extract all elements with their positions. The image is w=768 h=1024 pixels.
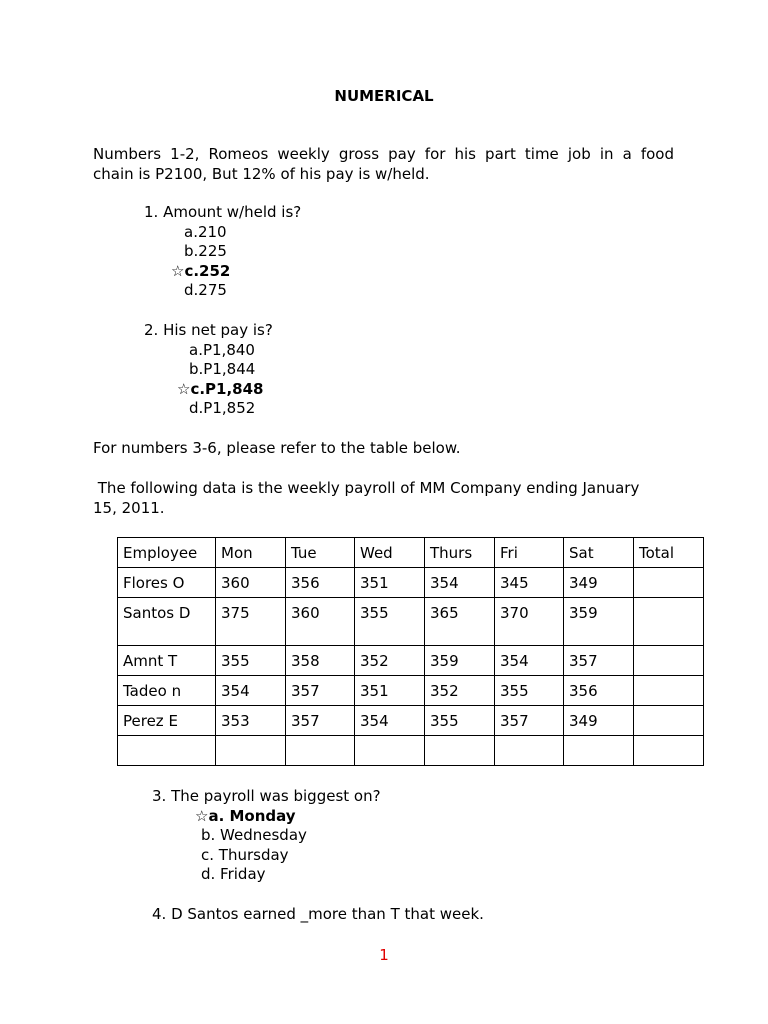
- table-cell: 357: [564, 646, 634, 676]
- question-3-option-d: d. Friday: [201, 865, 266, 884]
- question-2-option-c-label: c.P1,848: [190, 379, 264, 398]
- table-row: [118, 598, 704, 646]
- table-cell: [564, 736, 634, 766]
- page-number: 1: [379, 946, 389, 964]
- table-cell: [634, 736, 704, 766]
- question-1-option-a: a.210: [184, 222, 227, 241]
- question-1: [144, 203, 301, 301]
- table-cell: Santos D: [118, 598, 216, 646]
- table-cell: [355, 736, 425, 766]
- question-3-option-a-label: a. Monday: [208, 806, 296, 825]
- table-header-cell: Thurs: [425, 538, 495, 568]
- question-2-option-a: a.P1,840: [189, 340, 255, 359]
- table-cell: 355: [495, 676, 564, 706]
- table-cell: 345: [495, 568, 564, 598]
- question-2-text: 2. His net pay is?: [144, 321, 273, 339]
- table-header-cell: Employee: [118, 538, 216, 568]
- table-cell: 357: [495, 706, 564, 736]
- table-cell: 358: [286, 646, 355, 676]
- table-cell: 355: [425, 706, 495, 736]
- table-header-cell: Wed: [355, 538, 425, 568]
- table-row: [118, 736, 704, 766]
- table-cell: 356: [286, 568, 355, 598]
- table-cell: 370: [495, 598, 564, 646]
- payroll-description: [93, 478, 639, 518]
- table-cell: Perez E: [118, 706, 216, 736]
- table-cell: 357: [286, 676, 355, 706]
- table-cell: 354: [355, 706, 425, 736]
- question-2-option-b: b.P1,844: [189, 360, 256, 379]
- table-row: [118, 646, 704, 676]
- table-cell: 354: [425, 568, 495, 598]
- question-1-option-c: [144, 262, 301, 282]
- table-header-cell: Total: [634, 538, 704, 568]
- table-header-row: [118, 538, 704, 568]
- intro-paragraph: [93, 144, 674, 184]
- question-3-option-b: b. Wednesday: [201, 826, 307, 845]
- refer-text: For numbers 3-6, please refer to the table below.: [93, 439, 461, 457]
- table-cell: Amnt T: [118, 646, 216, 676]
- star-icon: ☆: [171, 261, 185, 280]
- table-cell: 360: [286, 598, 355, 646]
- intro-line-2: chain is P2100, But 12% of his pay is w/held.: [93, 165, 430, 183]
- table-cell: 352: [355, 646, 425, 676]
- question-4: [152, 905, 484, 925]
- table-cell: [286, 736, 355, 766]
- table-cell: 360: [216, 568, 286, 598]
- table-cell: 359: [564, 598, 634, 646]
- star-icon: ☆: [177, 379, 191, 398]
- table-cell: 352: [425, 676, 495, 706]
- question-1-option-c-label: c.252: [184, 261, 231, 280]
- table-cell: [118, 736, 216, 766]
- table-cell: 375: [216, 598, 286, 646]
- table-cell: 354: [216, 676, 286, 706]
- table-cell: [634, 646, 704, 676]
- question-3-option-c: c. Thursday: [201, 845, 289, 864]
- table-cell: [634, 706, 704, 736]
- question-1-option-d: d.275: [184, 281, 227, 300]
- question-3-option-a: [152, 807, 381, 827]
- table-header-cell: Fri: [495, 538, 564, 568]
- table-cell: 351: [355, 568, 425, 598]
- table-cell: 355: [216, 646, 286, 676]
- payroll-description-line-1: The following data is the weekly payroll of MM Company ending January: [93, 479, 640, 497]
- table-header-cell: Tue: [286, 538, 355, 568]
- table-cell: [495, 736, 564, 766]
- table-cell: [425, 736, 495, 766]
- table-row: [118, 568, 704, 598]
- question-2-option-c: [144, 380, 273, 400]
- table-row: [118, 706, 704, 736]
- table-header-cell: Sat: [564, 538, 634, 568]
- question-4-text: 4. D Santos earned _more than T that week.: [152, 905, 484, 923]
- table-cell: 355: [355, 598, 425, 646]
- page-title: NUMERICAL: [334, 87, 434, 105]
- star-icon: ☆: [195, 806, 209, 825]
- table-cell: Flores O: [118, 568, 216, 598]
- table-cell: Tadeo n: [118, 676, 216, 706]
- table-cell: [634, 568, 704, 598]
- question-1-text: 1. Amount w/held is?: [144, 203, 302, 221]
- table-row: [118, 676, 704, 706]
- table-cell: 349: [564, 706, 634, 736]
- table-header-cell: Mon: [216, 538, 286, 568]
- payroll-table: [117, 537, 704, 766]
- table-cell: 357: [286, 706, 355, 736]
- table-cell: 351: [355, 676, 425, 706]
- table-cell: 359: [425, 646, 495, 676]
- table-cell: 356: [564, 676, 634, 706]
- table-cell: [634, 676, 704, 706]
- table-cell: [216, 736, 286, 766]
- intro-line-1: Numbers 1-2, Romeos weekly gross pay for his part time job in a food: [93, 145, 674, 163]
- question-2-option-d: d.P1,852: [189, 399, 256, 418]
- table-cell: 354: [495, 646, 564, 676]
- table-cell: 365: [425, 598, 495, 646]
- question-2: [144, 321, 273, 419]
- table-cell: 353: [216, 706, 286, 736]
- payroll-description-line-2: 15, 2011.: [93, 499, 165, 517]
- table-cell: [634, 598, 704, 646]
- question-3-text: 3. The payroll was biggest on?: [152, 787, 381, 805]
- question-3: [152, 787, 381, 885]
- question-1-option-b: b.225: [184, 242, 227, 261]
- table-cell: 349: [564, 568, 634, 598]
